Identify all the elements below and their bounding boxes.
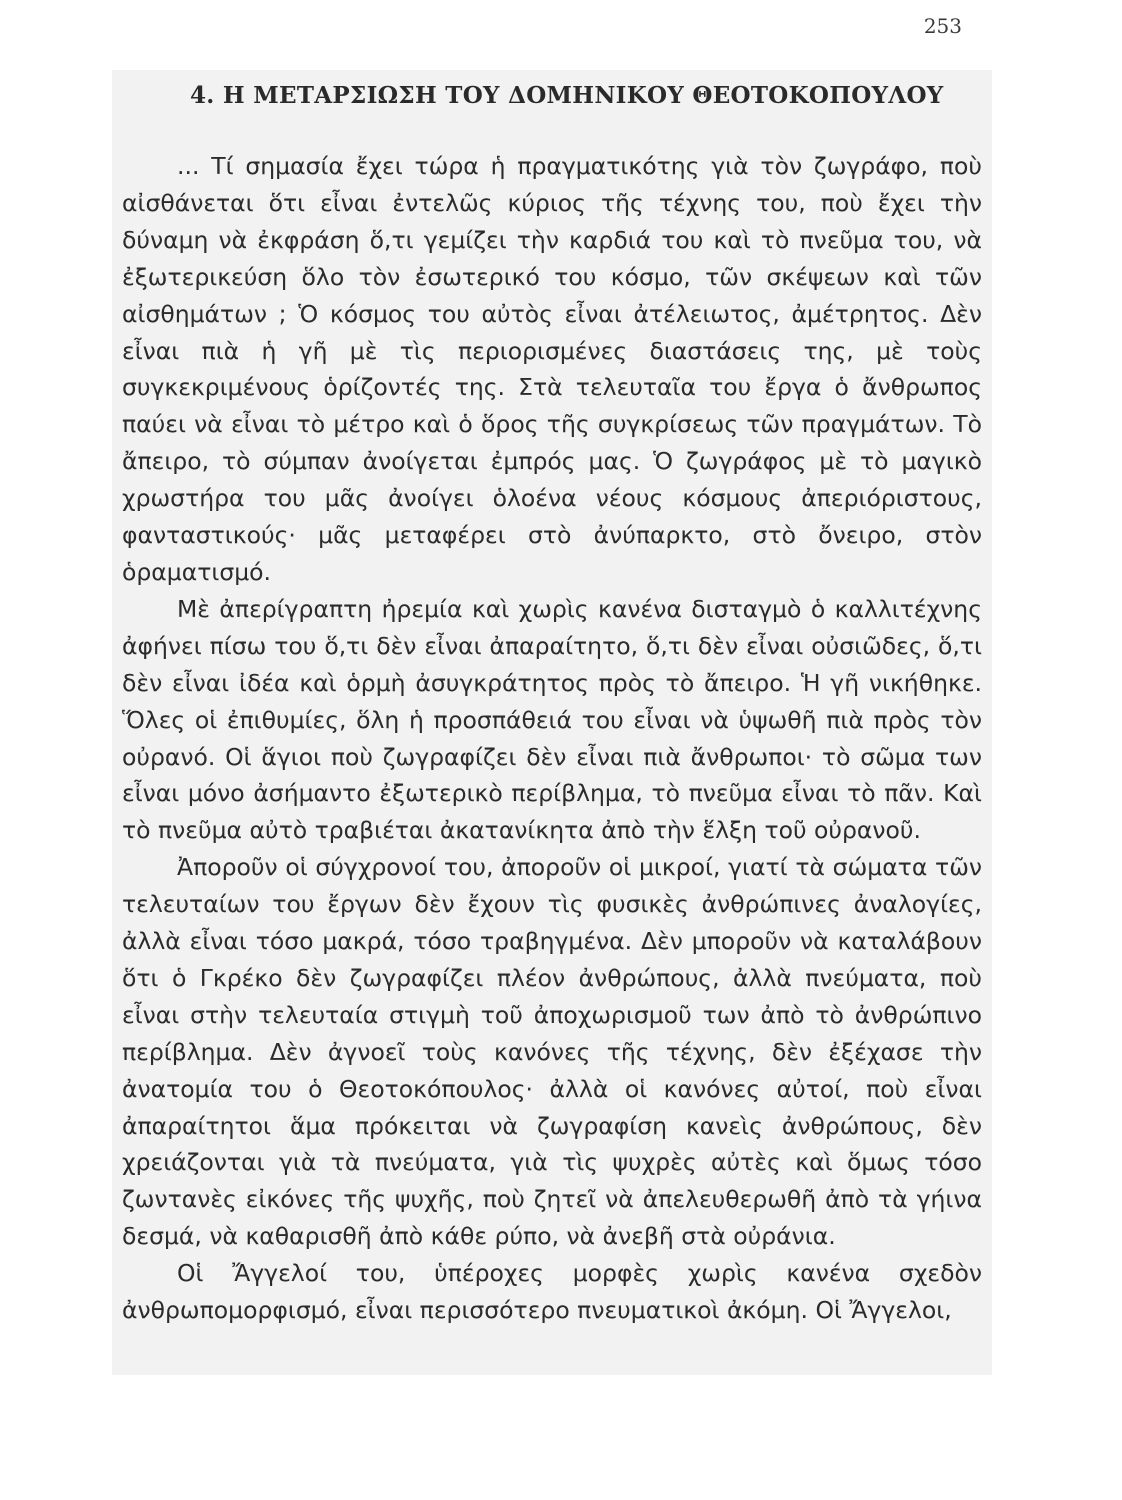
chapter-title: 4. Η ΜΕΤΑΡΣΙΩΣΗ ΤΟΥ ΔΟΜΗΝΙΚΟΥ ΘΕΟΤΟΚΟΠΟΥΛΟΥ: [190, 82, 944, 109]
paragraph-2: Μὲ ἀπερίγραπτη ἠρεμία καὶ χωρὶς κανένα δισταγμὸ ὁ καλλιτέχνης ἀφήνει πίσω του ὅ,τι δὲν εἶναι ἀπαραίτητο, ὅ,τι δὲν εἶναι οὐσιῶδες, ὅ,τι δὲν εἶναι ἰδέα καὶ ὁρμὴ ἀσυγκράτητος πρὸς τὸ ἄπειρο. Ἡ γῆ νικήθηκε. Ὅλες οἱ ἐπιθυμίες, ὅλη ἡ προσπάθειά του εἶναι νὰ ὑψωθῆ πιὰ πρὸς τὸν οὐρανό. Οἱ ἅγιοι ποὺ ζωγραφίζει δὲν εἶναι πιὰ ἄνθρωποι· τὸ σῶμα των εἶναι μόνο ἀσήμαντο ἐξωτερικὸ περίβλημα, τὸ πνεῦμα εἶναι τὸ πᾶν. Καὶ τὸ πνεῦμα αὐτὸ τραβιέται ἀκατανίκητα ἀπὸ τὴν ἕλξη τοῦ οὐρανοῦ.: [122, 594, 982, 845]
paragraph-1: ... Τί σημασία ἔχει τώρα ἡ πραγματικότης γιὰ τὸν ζωγράφο, ποὺ αἰσθάνεται ὅτι εἶναι ἐντελῶς κύριος τῆς τέχνης του, ποὺ ἔχει τὴν δύναμη νὰ ἐκφράση ὅ,τι γεμίζει τὴν καρδιά του καὶ τὸ πνεῦμα του, νὰ ἐξωτερικεύση ὅλο τὸν ἐσωτερικό του κόσμο, τῶν σκέψεων καὶ τῶν αἰσθημάτων ; Ὁ κόσμος του αὐτὸς εἶναι ἀτέλειωτος, ἀμέτρητος. Δὲν εἶναι πιὰ ἡ γῆ μὲ τὶς περιορισμένες διαστάσεις της, μὲ τοὺς συγκεκριμένους ὁρίζοντές της. Στὰ τελευταῖα του ἔργα ὁ ἄνθρωπος παύει νὰ εἶναι τὸ μέτρο καὶ ὁ ὅρος τῆς συγκρίσεως τῶν πραγμάτων. Τὸ ἄπειρο, τὸ σύμπαν ἀνοίγεται ἐμπρός μας. Ὁ ζωγράφος μὲ τὸ μαγικὸ χρωστήρα του μᾶς ἀνοίγει ὁλοένα νέους κόσμους ἀπεριόριστους, φανταστικούς· μᾶς μεταφέρει στὸ ἀνύπαρκτο, στὸ ὄνειρο, στὸν ὁραματισμό.: [122, 152, 982, 586]
page-number: 253: [923, 14, 962, 38]
paragraph-4: Οἱ Ἄγγελοί του, ὑπέροχες μορφὲς χωρὶς κανένα σχεδὸν ἀνθρωπομορφισμό, εἶναι περισσότερο πνευματικοὶ ἀκόμη. Οἱ Ἄγγελοι,: [122, 1259, 982, 1325]
body-text: [122, 148, 982, 1329]
paragraph-3: Ἀποροῦν οἱ σύγχρονοί του, ἀποροῦν οἱ μικροί, γιατί τὰ σώματα τῶν τελευταίων του ἔργων δὲν ἔχουν τὶς φυσικὲς ἀνθρώπινες ἀναλογίες, ἀλλὰ εἶναι τόσο μακρά, τόσο τραβηγμένα. Δὲν μποροῦν νὰ καταλάβουν ὅτι ὁ Γκρέκο δὲν ζωγραφίζει πλέον ἀνθρώπους, ἀλλὰ πνεύματα, ποὺ εἶναι στὴν τελευταία στιγμὴ τοῦ ἀποχωρισμοῦ των ἀπὸ τὸ ἀνθρώπινο περίβλημα. Δὲν ἀγνοεῖ τοὺς κανόνες τῆς τέχνης, δὲν ἐξέχασε τὴν ἀνατομία του ὁ Θεοτοκόπουλος· ἀλλὰ οἱ κανόνες αὐτοί, ποὺ εἶναι ἀπαραίτητοι ἅμα πρόκειται νὰ ζωγραφίση κανεὶς ἀνθρώπους, δὲν χρειάζονται γιὰ τὰ πνεύματα, γιὰ τὶς ψυχρὲς αὐτὲς καὶ ὅμως τόσο ζωντανὲς εἰκόνες τῆς ψυχῆς, ποὺ ζητεῖ νὰ ἀπελευθερωθῆ ἀπὸ τὰ γήινα δεσμά, νὰ καθαρισθῆ ἀπὸ κάθε ρύπο, νὰ ἀνεβῆ στὰ οὐράνια.: [122, 853, 982, 1251]
